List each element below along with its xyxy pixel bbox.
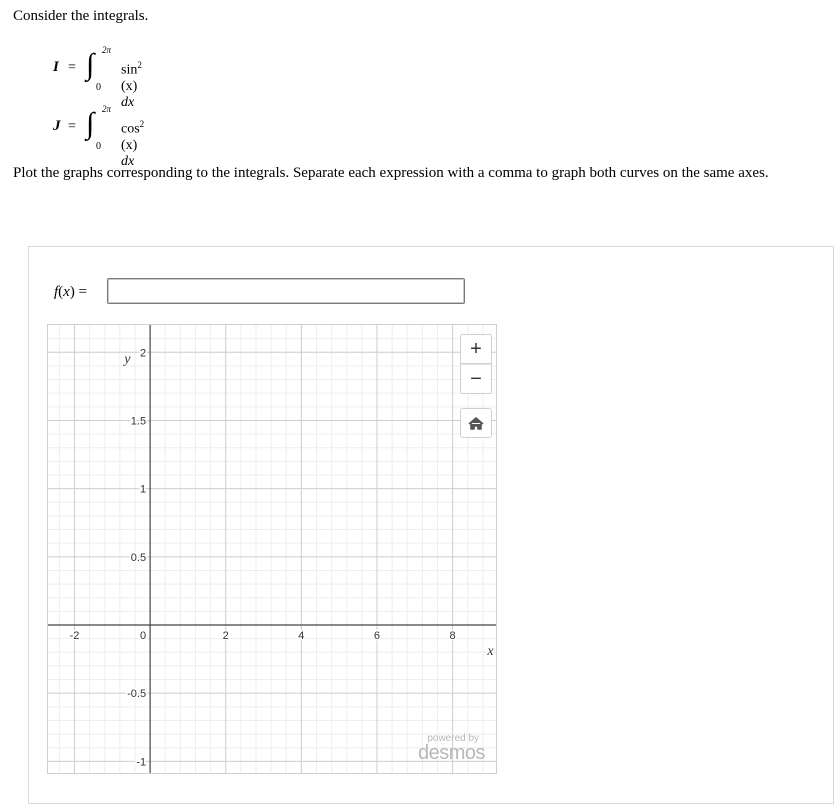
x-tick-label: 2 — [222, 630, 229, 642]
integral-j-upper: 2π — [102, 104, 112, 114]
y-tick-label: 1.5 — [130, 415, 147, 428]
plus-icon: + — [470, 338, 482, 360]
x-axis-label: x — [487, 644, 494, 659]
y-tick-label: 0.5 — [130, 551, 147, 564]
default-view-button[interactable] — [460, 408, 492, 438]
y-tick-label: -0.5 — [127, 688, 147, 701]
function-input-label: f(x) = — [54, 284, 88, 300]
y-axis-label: y — [124, 352, 131, 368]
instruction-text: Plot the graphs corresponding to the integrals. Separate each expression with a comma to graph both curves on the same axes. — [13, 165, 769, 181]
y-tick-label: -1 — [136, 756, 147, 769]
zoom-in-button[interactable] — [460, 334, 492, 364]
integral-i-upper: 2π — [102, 45, 112, 55]
desmos-branding — [418, 733, 485, 762]
integral-i-var: I — [53, 59, 59, 75]
y-tick-label: 2 — [139, 347, 147, 360]
integral-j-integrand: $\cos^2 (x)$ dx — [121, 119, 145, 169]
integral-j-var: J — [53, 118, 61, 134]
integral-sign-icon: ∫ — [86, 48, 95, 81]
x-tick-label: 4 — [298, 630, 305, 642]
integral-i-equals: = — [68, 60, 76, 75]
desmos-logo: desmos — [418, 742, 486, 764]
desmos-graph[interactable] — [47, 324, 497, 774]
function-input[interactable] — [107, 278, 465, 304]
minus-icon: − — [470, 368, 482, 390]
graph-canvas[interactable] — [48, 325, 497, 774]
origin-label: 0 — [139, 630, 147, 642]
x-tick-label: -2 — [69, 630, 80, 642]
zoom-out-button[interactable] — [460, 364, 492, 394]
x-tick-label: 6 — [373, 630, 381, 642]
y-tick-label: 1 — [139, 483, 147, 496]
integral-i-integrand: $\sin^2 (x)$ dx — [121, 60, 142, 110]
integral-i-lower: 0 — [96, 82, 101, 93]
integral-j-equals: = — [68, 119, 76, 134]
home-icon — [461, 409, 491, 437]
powered-by-text: powered by — [427, 733, 480, 744]
integral-sign-icon: ∫ — [86, 107, 95, 140]
x-tick-label: 8 — [449, 630, 456, 642]
integral-j-lower: 0 — [96, 141, 101, 152]
intro-text: Consider the integrals. — [13, 8, 149, 24]
